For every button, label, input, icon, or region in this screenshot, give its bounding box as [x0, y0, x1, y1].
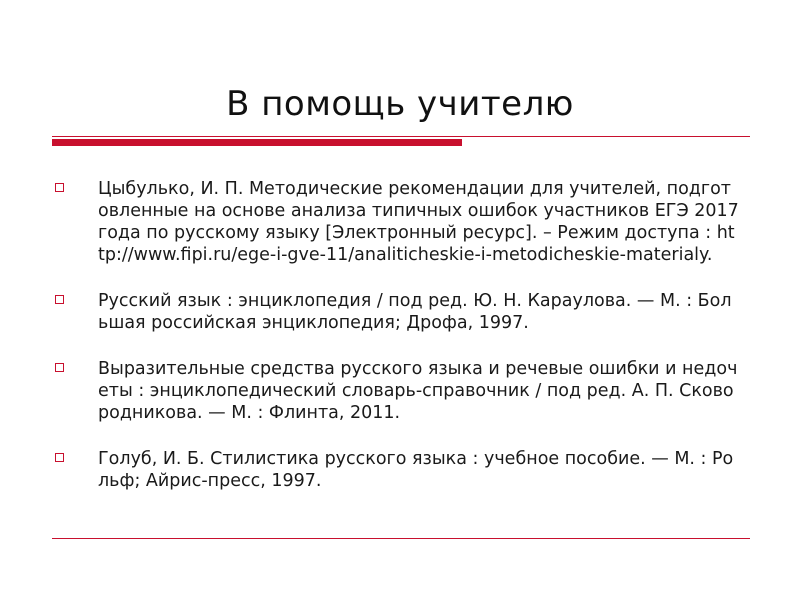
hollow-square-icon: [55, 363, 64, 372]
reference-text: Русский язык : энциклопедия / под ред. Ю. Н. Караулова. — М. : Большая российская энциклопедия; Дрофа, 1997.: [98, 291, 732, 333]
reference-item: [0, 290, 800, 334]
reference-item: [0, 448, 800, 492]
reference-text: Цыбулько, И. П. Методические рекомендации для учителей, подготовленные на основе анализа типичных ошибок участников ЕГЭ 2017 года по русскому языку [Электронный ресурс]. – Режим доступа : http://www.fipi.ru/ege-i-gve-11/analiticheskie-i-metodicheskie-materialy.: [98, 179, 739, 265]
reference-text: Выразительные средства русского языка и речевые ошибки и недочеты : энциклопедический словарь-справочник / под ред. А. П. Сковородникова. — М. : Флинта, 2011.: [98, 359, 738, 423]
slide-title: В помощь учителю: [226, 84, 574, 124]
reference-item: [0, 358, 800, 424]
hollow-square-icon: [55, 183, 64, 192]
title-underline-thin: [52, 136, 750, 137]
hollow-square-icon: [55, 453, 64, 462]
title-underline-accent: [52, 139, 462, 146]
reference-list: [0, 178, 800, 516]
hollow-square-icon: [55, 295, 64, 304]
reference-item: [0, 178, 800, 266]
footer-rule: [52, 538, 750, 539]
reference-text: Голуб, И. Б. Стилистика русского языка : учебное пособие. — М. : Рольф; Айрис-пресс, 1997.: [98, 449, 734, 491]
